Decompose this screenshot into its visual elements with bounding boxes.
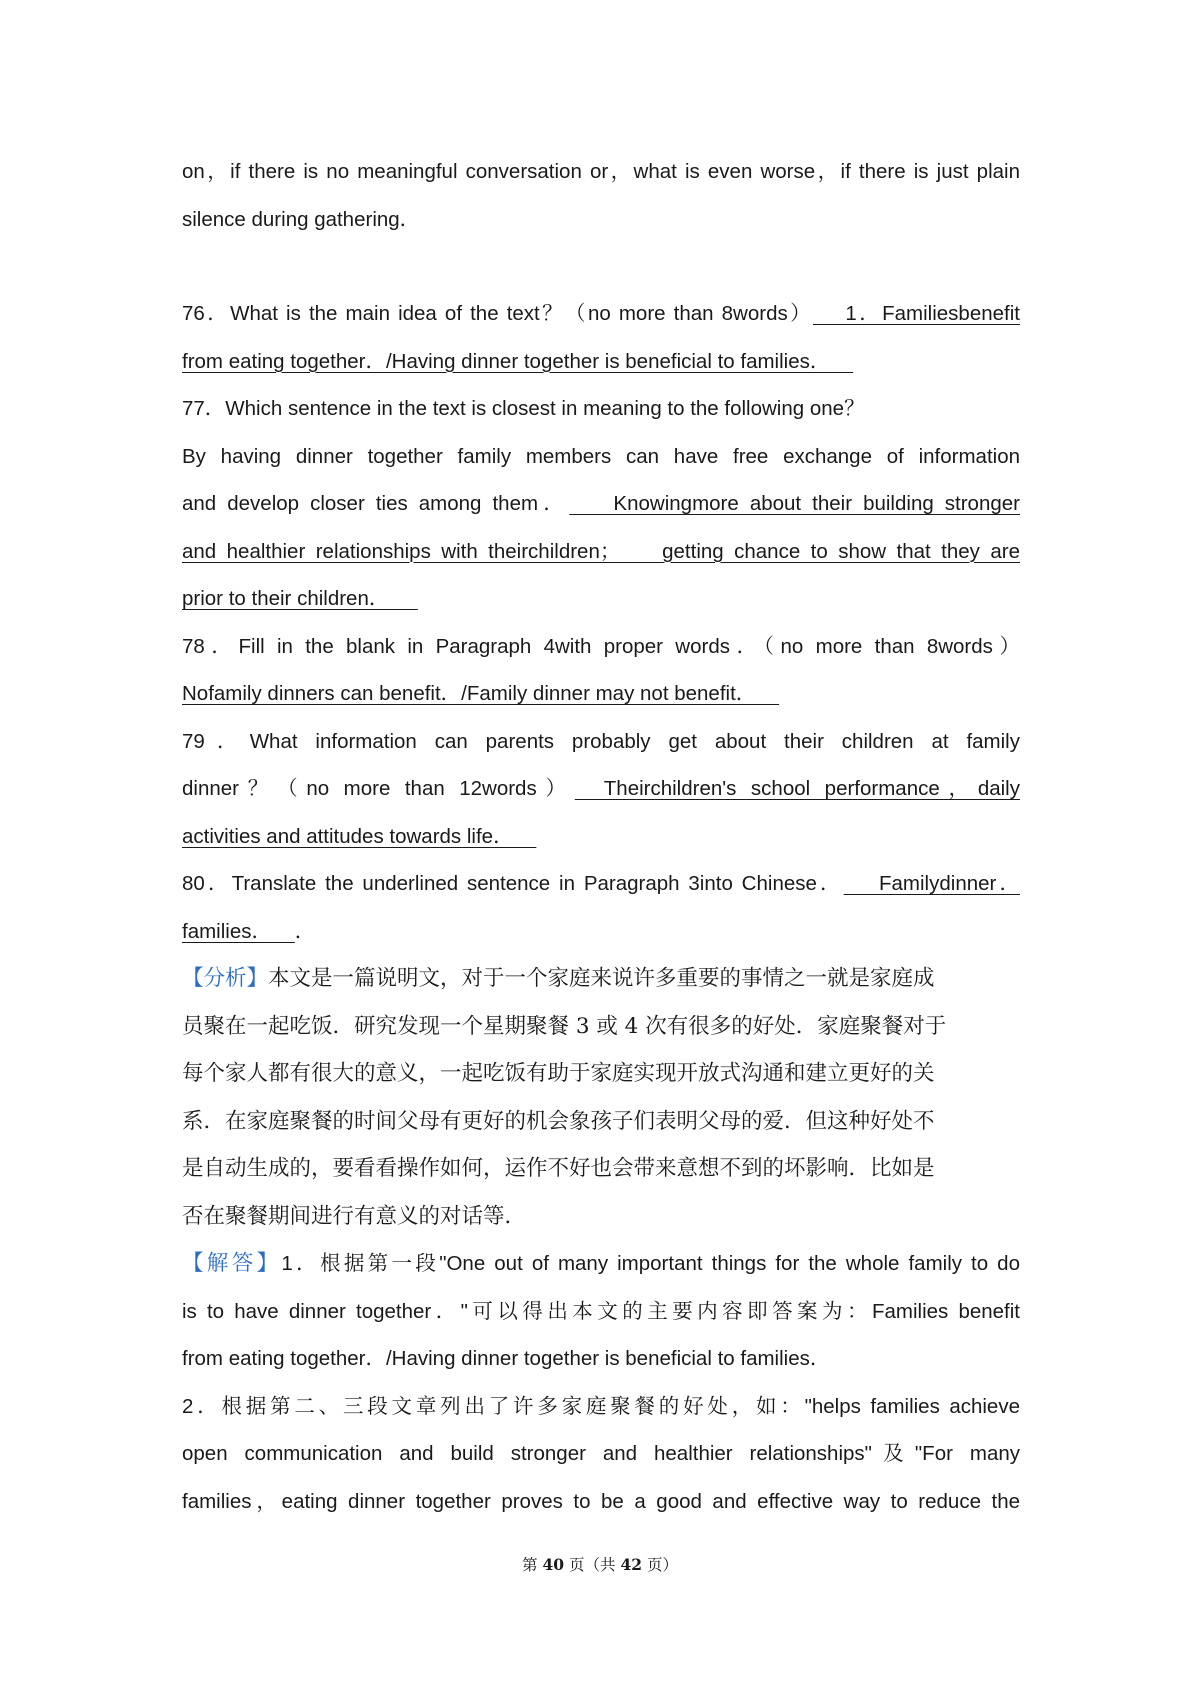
answer-blank: families．	[182, 919, 295, 943]
analysis-line: 本文是一篇说明文，对于一个家庭来说许多重要的事情之一就是家庭成	[268, 966, 935, 991]
answer-line: families，eating dinner together proves to be a good and effective way to reduce the	[182, 1489, 1020, 1513]
analysis-tag: 【分析】	[182, 966, 269, 991]
answer-line	[182, 813, 1020, 861]
answer-line: is to have dinner together．"可以得出本文的主要内容即答案为：Families benefit	[182, 1299, 1020, 1323]
answer-line	[182, 908, 1020, 956]
answer-line	[182, 575, 1020, 623]
question-80	[182, 860, 1020, 908]
analysis-line: 每个家人都有很大的意义，一起吃饭有助于家庭实现开放式沟通和建立更好的关	[182, 1061, 935, 1086]
analysis-paragraph	[182, 955, 1020, 1003]
answer-blank: Nofamily dinners can benefit．/Family dinner may not benefit．	[182, 682, 780, 705]
total-page-number: 42	[620, 1555, 643, 1574]
answer-tag: 【解答】	[182, 1251, 282, 1276]
analysis-line: 否在聚餐期间进行有意义的对话等．	[182, 1203, 527, 1229]
answer-blank: prior to their children．	[182, 587, 418, 610]
text-line	[182, 765, 1020, 813]
answer-line: open communication and build stronger and healthier relationships"及"For many	[182, 1442, 1020, 1465]
current-page-number: 40	[542, 1555, 565, 1574]
question-text: and develop closer ties among them．	[182, 492, 570, 515]
answer-blank: Knowingmore about their building stronger	[569, 492, 1020, 515]
question-78: 78．Fill in the blank in Paragraph 4with proper words．（no more than 8words）	[182, 634, 1020, 658]
answer-line	[182, 670, 1020, 718]
answer-blank: Theirchildren's school performance，daily	[574, 777, 1020, 800]
answer-blank: Familydinner．	[843, 872, 1020, 895]
text-line: By having dinner together family members can have free exchange of information	[182, 444, 1020, 468]
question-77: 77．Which sentence in the text is closest in meaning to the following one？	[182, 397, 865, 420]
question-text: 80．Translate the underlined sentence in Paragraph 3into Chinese．	[182, 872, 844, 895]
document-page	[182, 148, 1020, 1525]
answer-blank: from eating together．/Having dinner together is beneficial to families．	[182, 349, 854, 373]
page-footer	[0, 1553, 1200, 1575]
footer-suffix: 页）	[646, 1556, 678, 1574]
footer-prefix: 第	[522, 1556, 538, 1574]
answer-line: from eating together．/Having dinner together is beneficial to families．	[182, 1347, 831, 1370]
answer-blank: activities and attitudes towards life．	[182, 824, 537, 848]
question-76	[182, 290, 1020, 338]
answer-line	[182, 338, 1020, 386]
answer-paragraph	[182, 1240, 1020, 1288]
analysis-line: 系．在家庭聚餐的时间父母有更好的机会象孩子们表明父母的爱．但这种好处不	[182, 1108, 935, 1134]
answer-tail: ．	[294, 919, 316, 943]
text-line: silence during gathering．	[182, 207, 421, 231]
analysis-line: 是自动生成的，要看看操作如何，运作不好也会带来意想不到的坏影响．比如是	[182, 1156, 935, 1181]
answer-blank: 1．Familiesbenefit	[813, 302, 1020, 325]
question-text: 76．What is the main idea of the text？（no more than 8words）	[182, 302, 814, 325]
question-text: dinner？（no more than 12words）	[182, 777, 575, 800]
answer-blank: and healthier relationships with theirchildren； getting chance to show that they are	[182, 539, 1020, 563]
question-79: 79．What information can parents probably get about their children at family	[182, 729, 1020, 753]
analysis-line: 员聚在一起吃饭．研究发现一个星期聚餐 3 或 4 次有很多的好处．家庭聚餐对于	[182, 1013, 947, 1039]
text-line	[182, 480, 1020, 528]
answer-line: 2．根据第二、三段文章列出了许多家庭聚餐的好处，如："helps families achieve	[182, 1394, 1020, 1418]
paragraph-gap	[182, 243, 1020, 290]
text-line: on，if there is no meaningful conversation or，what is even worse，if there is just plain	[182, 160, 1020, 183]
answer-line: 1．根据第一段"One out of many important things for the whole family to do	[281, 1252, 1020, 1275]
footer-mid: 页（共	[568, 1556, 616, 1574]
answer-line	[182, 528, 1020, 576]
